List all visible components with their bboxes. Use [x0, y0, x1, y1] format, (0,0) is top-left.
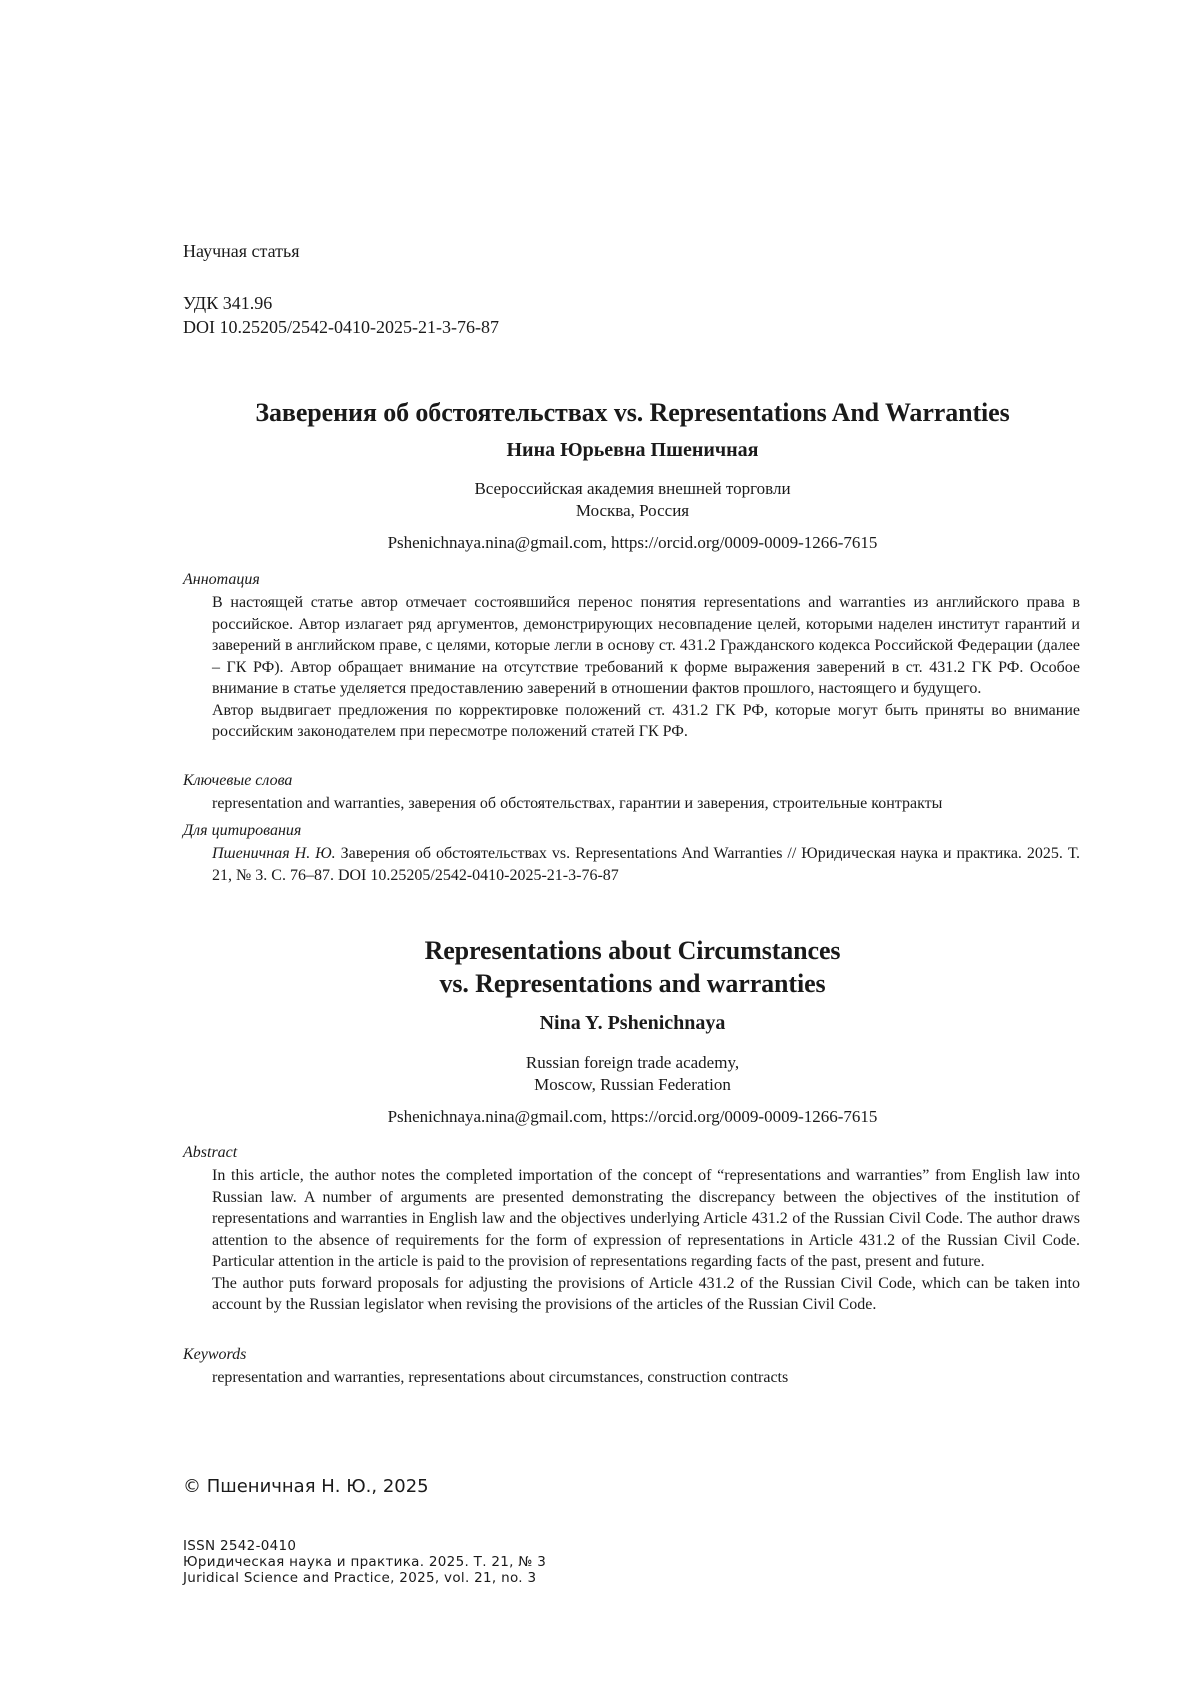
en-abstract-paragraph: In this article, the author notes the completed importation of the concept of “representations and warranties” from English law into Russian law. A number of arguments are presented demonstrating the discrepancy between the objectives of the institution of representations and warranties in English law and the objectives underlying Article 431.2 of the Russian Civil Code. The author draws attention to the absence of requirements for the form of expression of representations in Article 431.2 of the Russian Civil Code. Particular attention in the article is paid to the provision of representations regarding facts of the past, present and future.: [212, 1167, 1080, 1270]
ru-affiliation: Всероссийская академия внешней торговли: [474, 479, 791, 498]
en-title-line-1: Representations about Circumstances: [424, 936, 841, 965]
ru-citation: [212, 843, 1080, 886]
ru-abstract-paragraph: В настоящей статье автор отмечает состоявшийся перенос понятия representations and warranties из английского права в российское. Автор излагает ряд аргументов, демонстрирующих несовпадение целей, которыми наделен институт гарантий и заверений в английском праве, с целями, которые легли в основу ст. 431.2 Гражданского кодекса Российской Федерации (далее – ГК РФ). Автор обращает внимание на отсутствие требований к форме выражения заверений в ст. 431.2 ГК РФ. Особое внимание в статье уделяется предоставлению заверений в отношении фактов прошлого, настоящего и будущего.: [212, 594, 1080, 697]
ru-citation-label: Для цитирования: [183, 822, 302, 839]
doi: DOI 10.25205/2542-0410-2025-21-3-76-87: [183, 317, 499, 337]
en-keywords-label: Keywords: [183, 1346, 247, 1363]
journal-name-en: Juridical Science and Practice, 2025, vol. 21, no. 3: [183, 1570, 537, 1586]
ru-citation-author: Пшеничная Н. Ю.: [212, 845, 336, 862]
copyright-notice: © Пшеничная Н. Ю., 2025: [183, 1476, 429, 1497]
ru-contacts: Pshenichnaya.nina@gmail.com, https://orcid.org/0009-0009-1266-7615: [387, 533, 878, 552]
article-type: Научная статья: [183, 241, 300, 261]
ru-author: Нина Юрьевна Пшеничная: [506, 439, 759, 461]
en-author: Nina Y. Pshenichnaya: [539, 1012, 726, 1034]
udc-code: УДК 341.96: [183, 293, 273, 313]
ru-title: Заверения об обстоятельствах vs. Representations And Warranties: [255, 398, 1010, 427]
ru-abstract: [212, 592, 1080, 743]
en-title-line-2: vs. Representations and warranties: [439, 969, 826, 998]
journal-name-ru: Юридическая наука и практика. 2025. Т. 21, № 3: [183, 1554, 547, 1570]
en-abstract-label: Abstract: [183, 1144, 238, 1161]
ru-abstract-label: Аннотация: [183, 571, 260, 588]
en-abstract-paragraph: The author puts forward proposals for adjusting the provisions of Article 431.2 of the Russian Civil Code, which can be taken into account by the Russian legislator when revising the provisions of the articles of the Russian Civil Code.: [212, 1274, 1080, 1313]
ru-abstract-paragraph: Автор выдвигает предложения по корректировке положений ст. 431.2 ГК РФ, которые могут быть приняты во внимание российским законодателем при пересмотре положений статей ГК РФ.: [212, 701, 1080, 740]
ru-keywords: representation and warranties, заверения об обстоятельствах, гарантии и заверения, строительные контракты: [212, 795, 943, 812]
en-keywords: representation and warranties, representations about circumstances, construction contracts: [212, 1369, 789, 1386]
en-contacts: Pshenichnaya.nina@gmail.com, https://orcid.org/0009-0009-1266-7615: [387, 1107, 878, 1126]
issn: ISSN 2542-0410: [183, 1538, 297, 1554]
journal-footer: [183, 1538, 546, 1586]
ru-keywords-label: Ключевые слова: [183, 772, 293, 789]
en-affiliation: Russian foreign trade academy,: [525, 1053, 740, 1072]
en-location: Moscow, Russian Federation: [534, 1075, 731, 1094]
ru-citation-text: Заверения об обстоятельствах vs. Representations And Warranties // Юридическая наука и практика. 2025. Т. 21, № 3. С. 76–87. DOI 10.25205/2542-0410-2025-21-3-76-87: [212, 845, 1081, 884]
ru-location: Москва, Россия: [575, 501, 690, 520]
en-abstract: [212, 1165, 1080, 1316]
